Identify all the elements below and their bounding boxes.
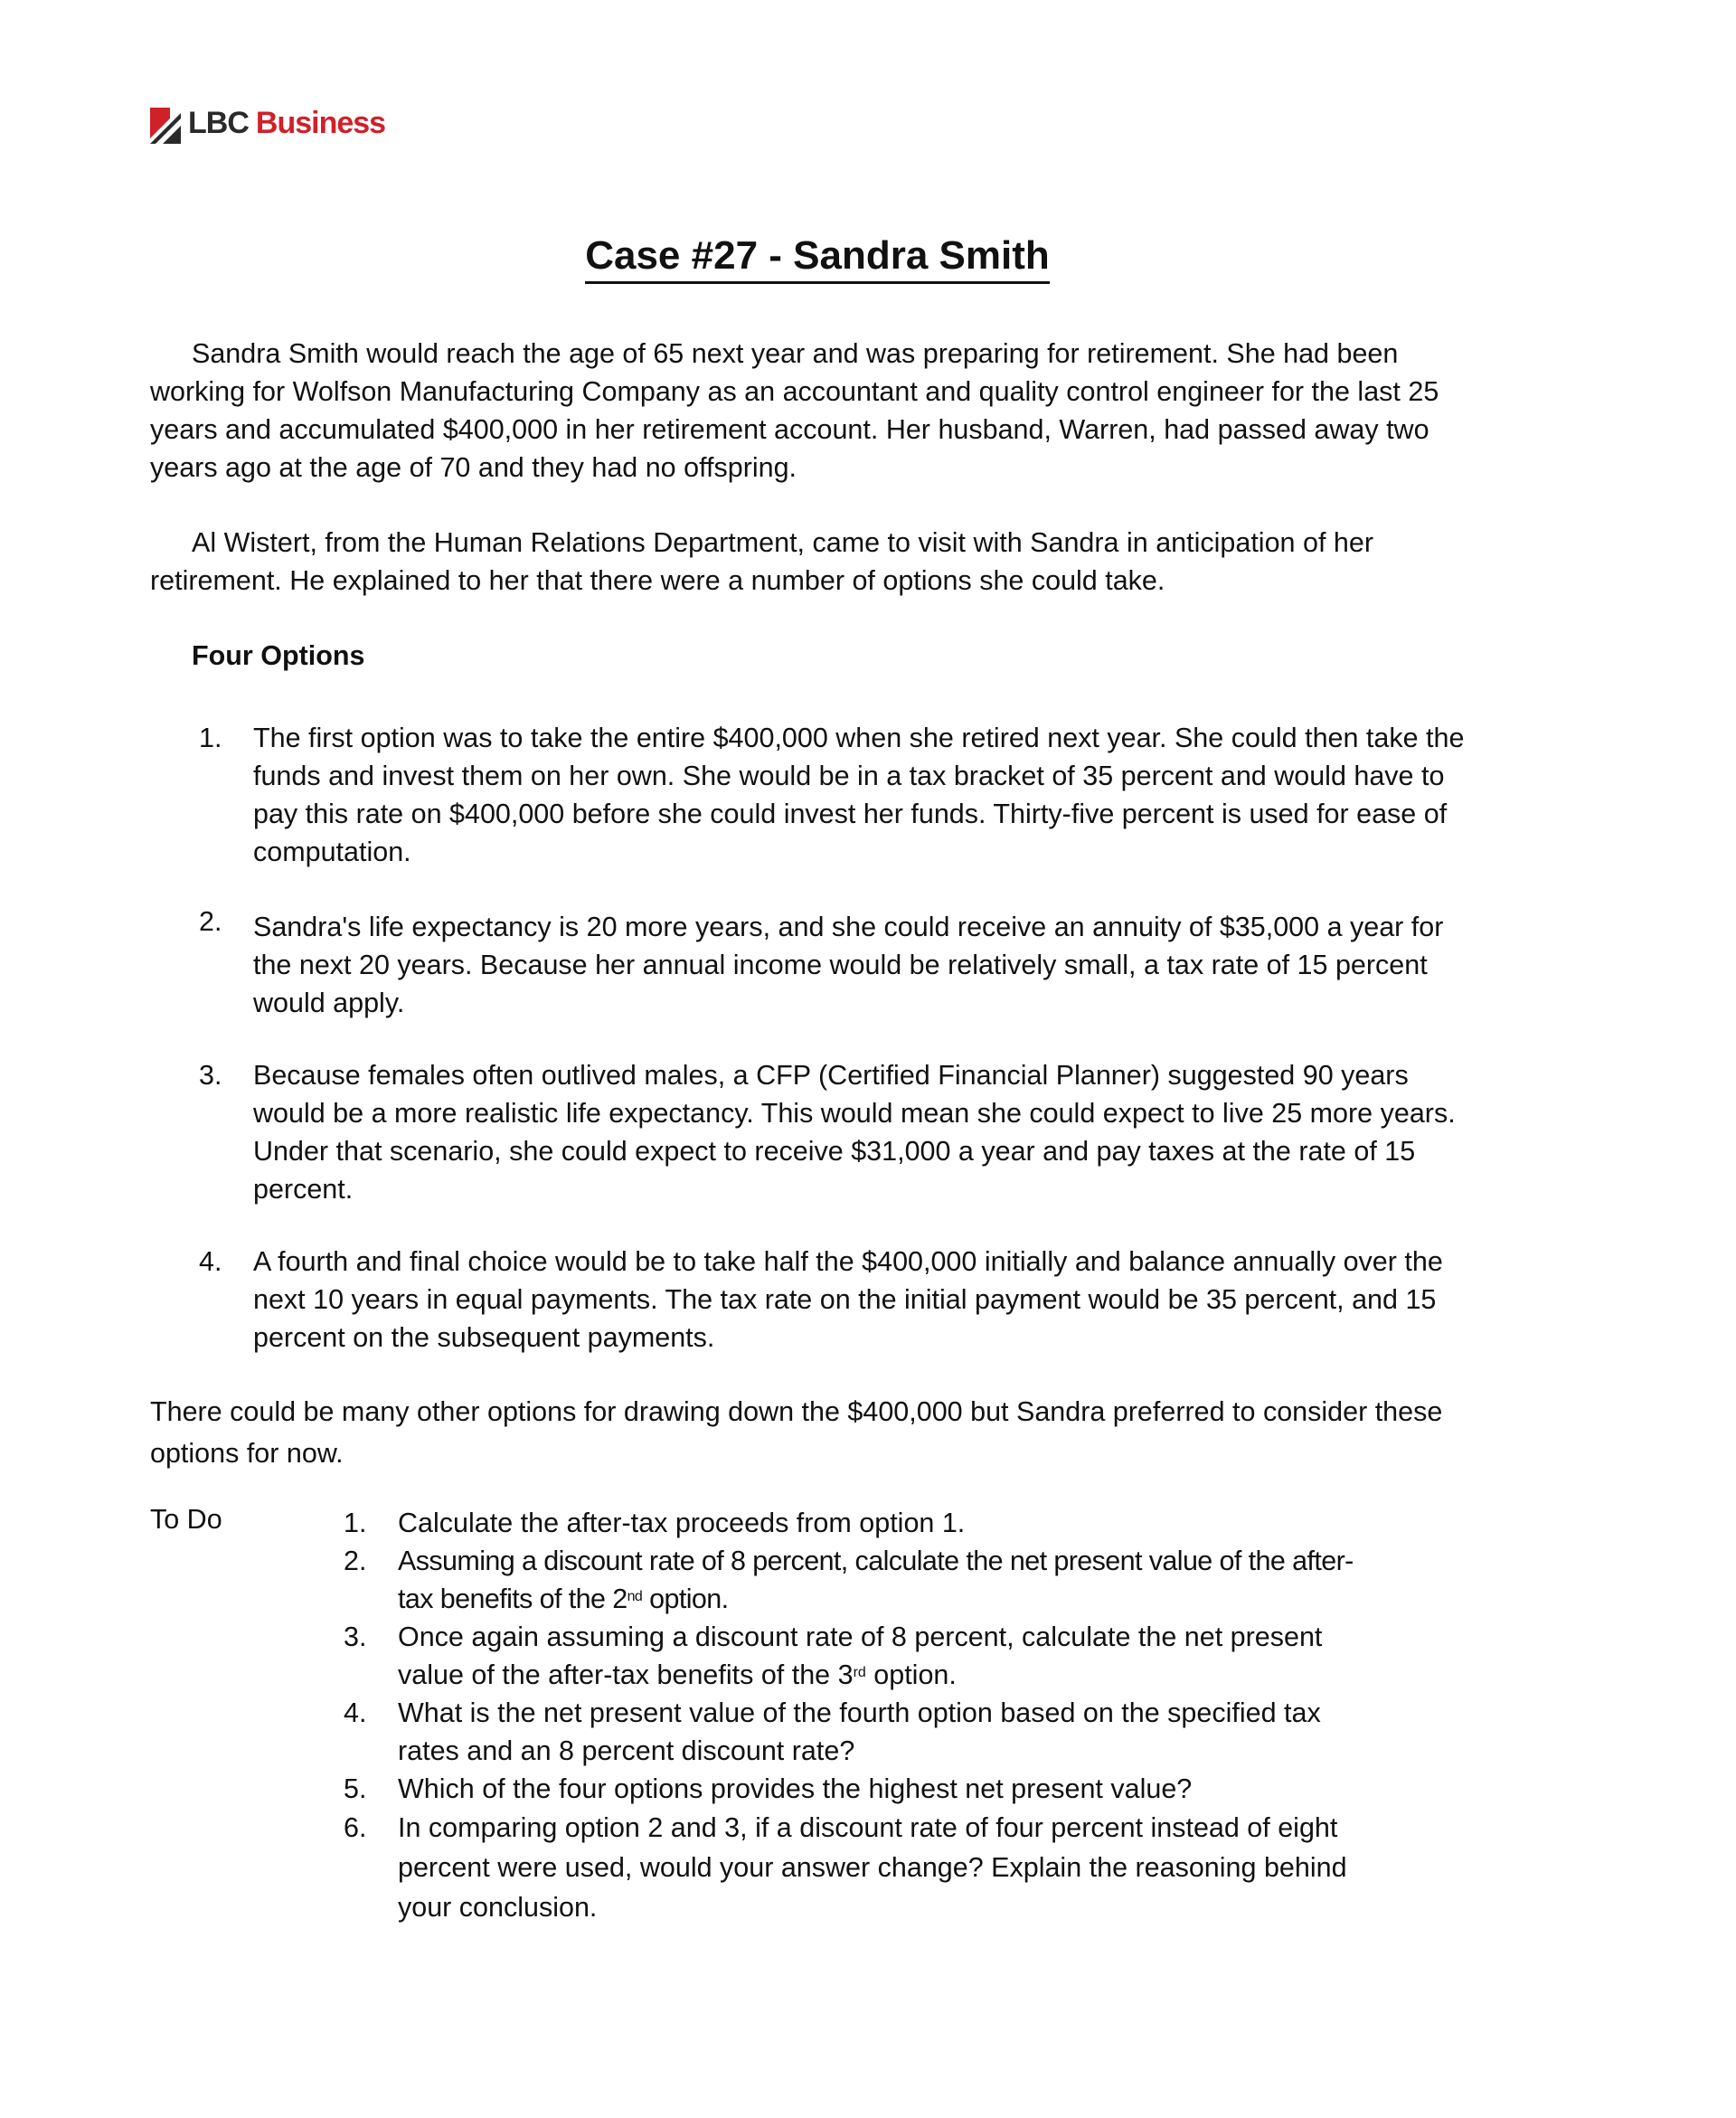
todo-text: In comparing option 2 and 3, if a discount rate of four percent instead of eight percent were used, would your answer change? Explain the reasoning behind your conclusion.	[398, 1812, 1347, 1923]
option-item-3	[199, 1056, 1483, 1208]
ordinal-suffix: nd	[627, 1589, 643, 1604]
options-heading: Four Options	[192, 640, 365, 671]
logo-text-lbc: LBC	[188, 105, 249, 140]
option-text: Because females often outlived males, a CFP (Certified Financial Planner) suggested 90 years would be a more realistic life expectancy. This would mean she could expect to live 25 more years. Under that scenario, she could expect to receive $31,000 a year and pay taxes at the rate of 15 percent.	[253, 1060, 1456, 1205]
todo-text-part: option.	[642, 1584, 729, 1614]
intro-paragraph-1: Sandra Smith would reach the age of 65 next year and was preparing for retirement. She had been working for Wolfson Manufacturing Company as an accountant and quality control engineer for the last 25 years and accumulated $400,000 in her retirement account. Her husband, Warren, had passed away two years ago at the age of 70 and they had no offspring.	[150, 338, 1439, 483]
option-number: 4.	[199, 1246, 222, 1277]
todo-number: 6.	[344, 1812, 367, 1843]
intro-paragraph-2: Al Wistert, from the Human Relations Department, came to visit with Sandra in anticipation of her retirement. He explained to her that there were a number of options she could take.	[150, 527, 1373, 596]
todo-number: 5.	[344, 1773, 367, 1804]
closing-paragraph: There could be many other options for drawing down the $400,000 but Sandra preferred to consider these options for now.	[150, 1396, 1443, 1469]
page-title-text: Case #27 - Sandra Smith	[585, 233, 1050, 284]
todo-text: Which of the four options provides the highest net present value?	[398, 1773, 1193, 1804]
todo-text-part: Assuming a discount rate of 8 percent, calculate the net present value of the after-tax benefits of the 2	[398, 1546, 1354, 1614]
todo-item-2	[344, 1542, 1365, 1618]
todo-text	[398, 1618, 1365, 1694]
todo-number: 1.	[344, 1508, 367, 1538]
option-text: A fourth and final choice would be to take half the $400,000 initially and balance annually over the next 10 years in equal payments. The tax rate on the initial payment would be 35 percent, and 15 percent on the subsequent payments.	[253, 1246, 1443, 1353]
todo-text: Calculate the after-tax proceeds from option 1.	[398, 1508, 966, 1538]
option-item-4	[199, 1243, 1483, 1357]
todo-text-part: Once again assuming a discount rate of 8 percent, calculate the net present value of the after-tax benefits of the 3	[398, 1622, 1323, 1690]
option-item-1	[199, 719, 1483, 871]
todo-item-6	[344, 1808, 1365, 1927]
option-number: 2.	[199, 906, 222, 937]
todo-number: 4.	[344, 1697, 367, 1728]
todo-text: What is the net present value of the fourth option based on the specified tax rates and an 8 percent discount rate?	[398, 1697, 1321, 1766]
ordinal-suffix: rd	[853, 1665, 866, 1680]
todo-item-1	[344, 1504, 1365, 1542]
todo-text	[398, 1542, 1365, 1618]
page-title	[0, 233, 1635, 279]
option-number: 3.	[199, 1060, 222, 1091]
logo	[150, 100, 385, 146]
todo-number: 2.	[344, 1546, 367, 1576]
lbc-logo-mark-icon	[150, 102, 181, 144]
todo-item-4	[344, 1694, 1365, 1770]
todo-number: 3.	[344, 1622, 367, 1652]
todo-label: To Do	[150, 1504, 222, 1535]
option-text: The first option was to take the entire $400,000 when she retired next year. She could then take the funds and invest them on her own. She would be in a tax bracket of 35 percent and would have to pay this rate on $400,000 before she could invest her funds. Thirty-five percent is used for ease of computation.	[253, 723, 1465, 867]
logo-text-business: Business	[255, 105, 386, 140]
todo-item-3	[344, 1618, 1365, 1694]
option-text: Sandra's life expectancy is 20 more years, and she could receive an annuity of $35,000 a year for the next 20 years. Because her annual income would be relatively small, a tax rate of 15 percent would apply.	[253, 912, 1444, 1018]
option-number: 1.	[199, 723, 222, 753]
option-item-2	[199, 908, 1483, 1022]
todo-text-part: option.	[865, 1659, 957, 1690]
todo-item-5	[344, 1770, 1365, 1808]
